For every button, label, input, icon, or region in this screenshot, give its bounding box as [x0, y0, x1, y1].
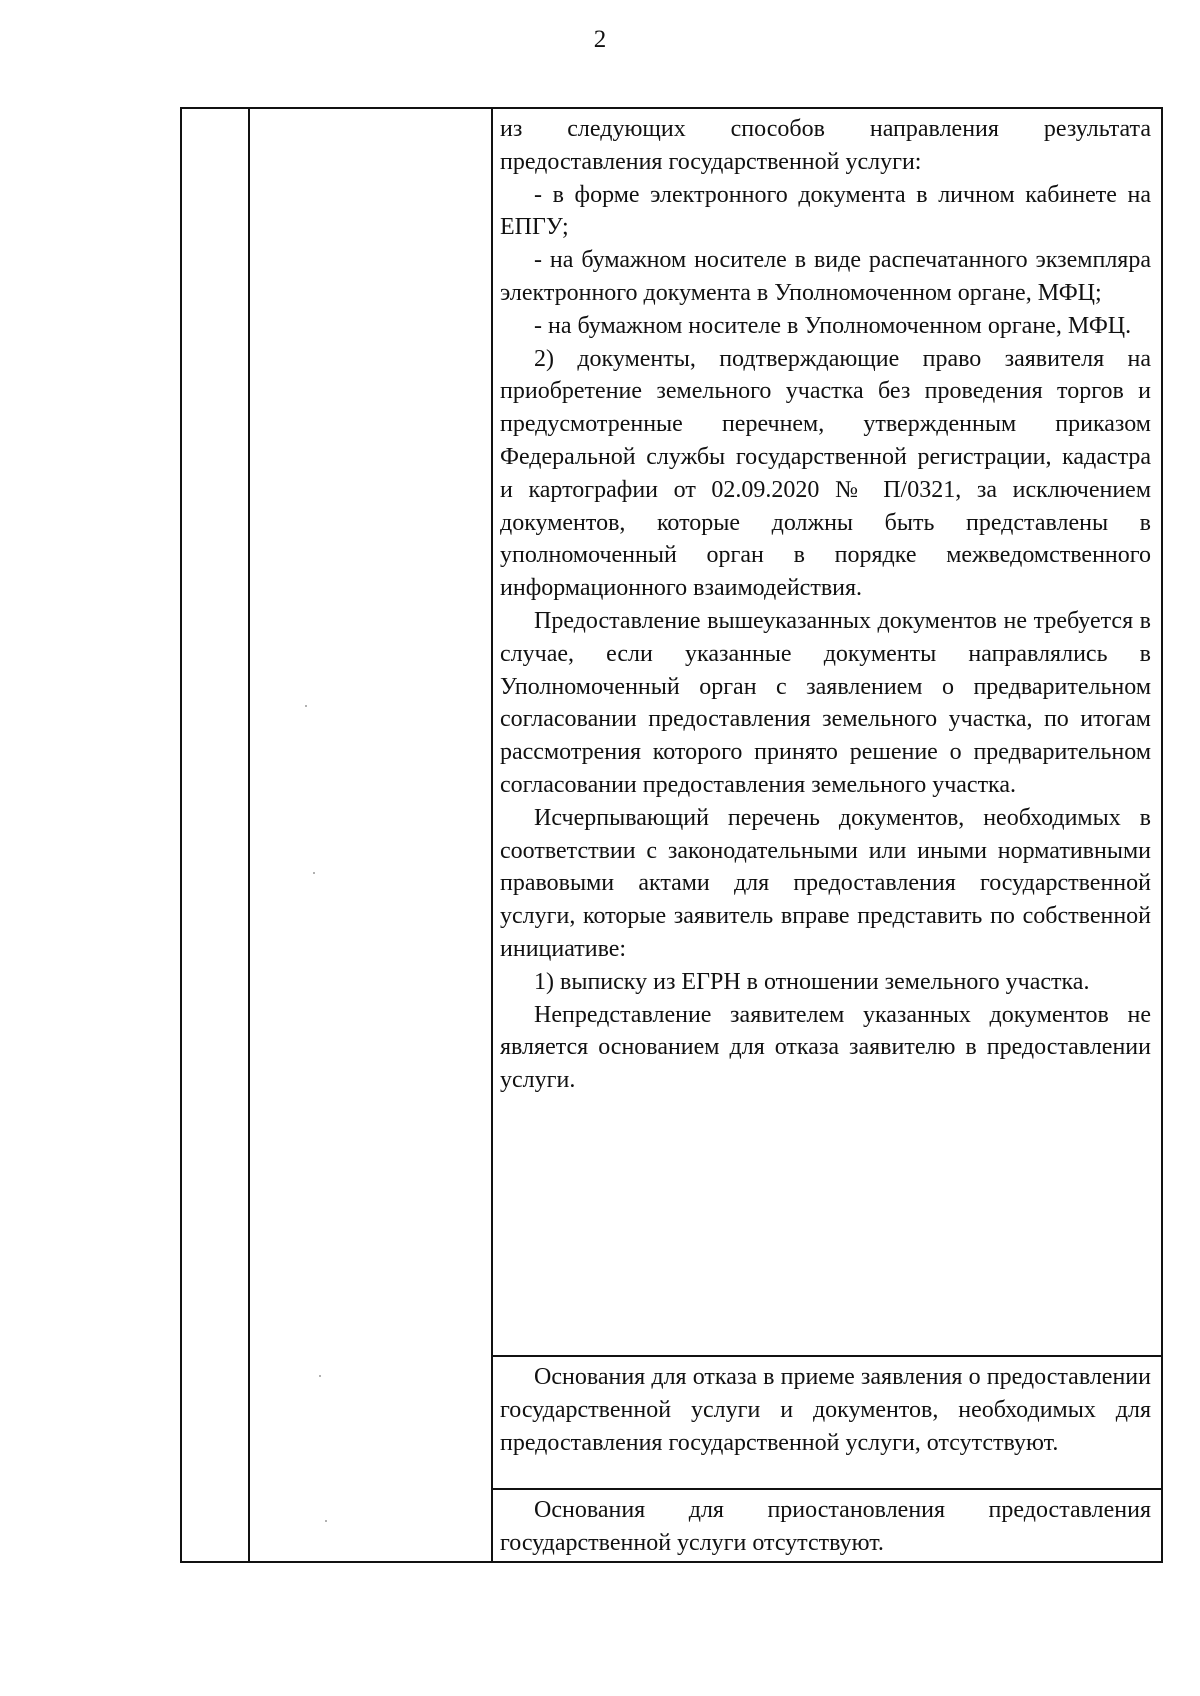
paragraph-result-methods: из следующих способов направления результата предоставления государственной услуги: [500, 116, 1151, 175]
scan-speck [325, 1520, 327, 1522]
paragraph-suspension-grounds: Основания для приостановления предоставления государственной услуги отсутствуют. [500, 1497, 1151, 1556]
paragraph-paper-medium: - на бумажном носителе в Уполномоченном органе, МФЦ. [534, 312, 1132, 339]
table-column-number [182, 109, 250, 1561]
paragraph-electronic-form: - в форме электронного документа в личном кабинете на ЕПГУ; [500, 181, 1151, 241]
paragraph-supporting-documents: 2) документы, подтверждающие право заявителя на приобретение земельного участка без проведения торгов и предусмотренные перечнем, утвержденным приказом Федеральной службы государственной регистрации, кадастра и картографии от 02.09.2020 № П/0321, за исключением документов, которые должны быть представлены в уполномоченный орган в порядке межведомственного информационного взаимодействия. [500, 345, 1151, 602]
table-cell-refusal-grounds [493, 1355, 1161, 1459]
table-column-content [493, 109, 1161, 1561]
paragraph-printed-copy: - на бумажном носителе в виде распечатанного экземпляра электронного документа в Уполномоченном органе, МФЦ; [500, 247, 1151, 306]
page-number: 2 [593, 26, 607, 53]
table-column-title [250, 109, 493, 1561]
paragraph-exhaustive-list: Исчерпывающий перечень документов, необходимых в соответствии с законодательными или иными нормативными правовыми актами для предоставления государственной услуги, которые заявитель вправе представить по собственной инициативе: [500, 804, 1151, 962]
paragraph-refusal-grounds: Основания для отказа в приеме заявления о предоставлении государственной услуги и документов, необходимых для предоставления государственной услуги, отсутствуют. [500, 1364, 1151, 1456]
scan-speck [319, 1375, 321, 1377]
paragraph-egrn-extract: 1) выписку из ЕГРН в отношении земельного участка. [534, 968, 1090, 995]
table-cell-suspension-grounds [493, 1488, 1161, 1560]
scan-speck [313, 872, 315, 874]
scan-speck [305, 705, 307, 707]
paragraph-non-submission: Непредставление заявителем указанных документов не является основанием для отказа заявителю в предоставлении услуги. [500, 1001, 1151, 1094]
document-table [180, 107, 1163, 1563]
table-cell-documents [493, 113, 1161, 1097]
paragraph-not-required: Предоставление вышеуказанных документов не требуется в случае, если указанные документы направлялись в Уполномоченный орган с заявлением о предварительном согласовании предоставления земельного участка, по итогам рассмотрения которого принято решение о предварительном согласовании предоставления земельного участка. [500, 607, 1151, 798]
